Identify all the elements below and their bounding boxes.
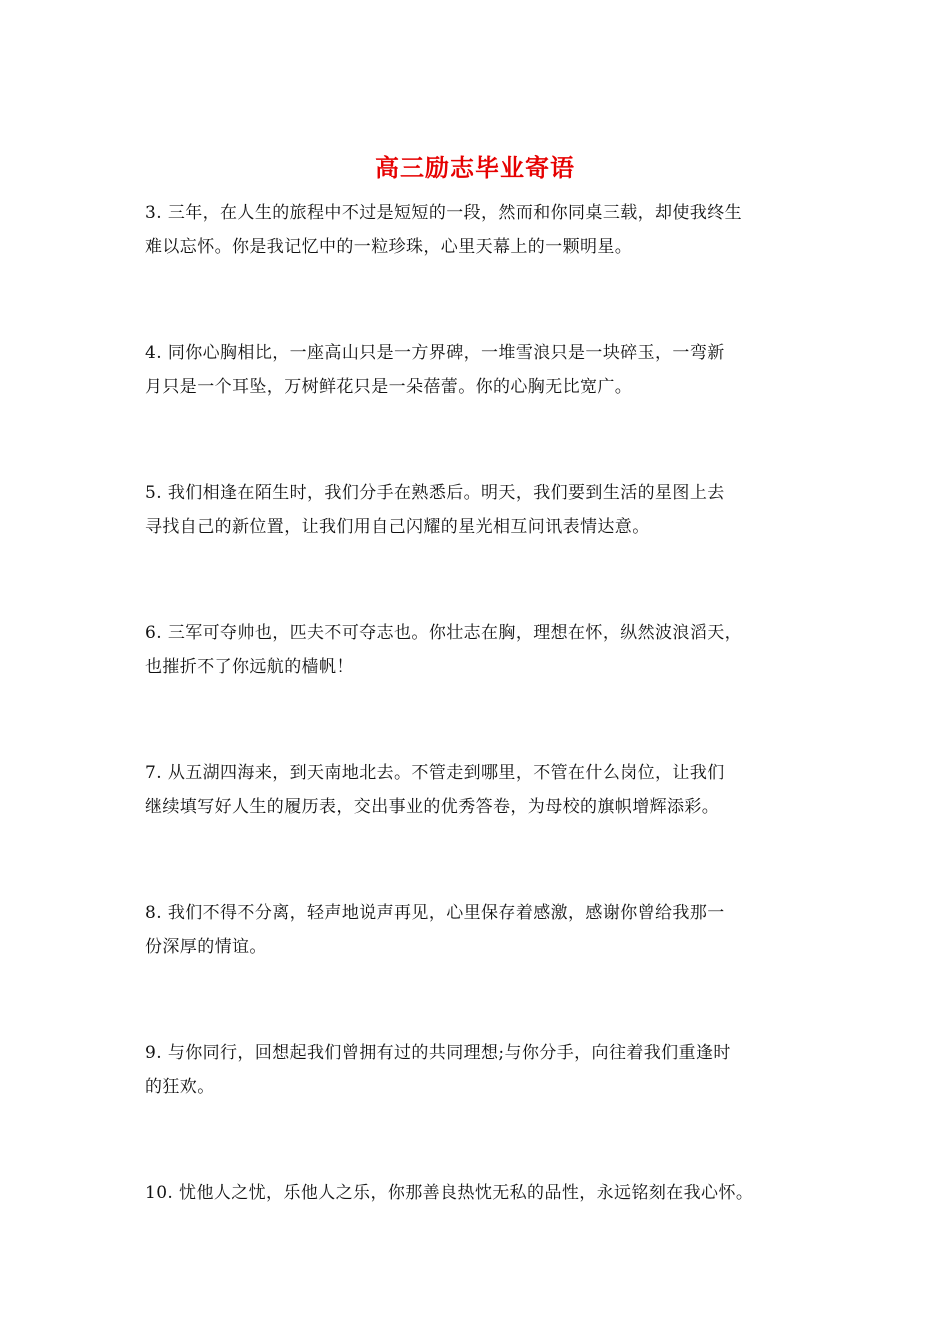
paragraph-line: 9. 与你同行，回想起我们曾拥有过的共同理想;与你分手，向往着我们重逢时 [145, 1043, 731, 1063]
paragraph-3 [145, 196, 835, 264]
paragraph-line: 的狂欢。 [145, 1077, 215, 1097]
paragraph-8 [145, 896, 835, 964]
paragraph-6 [145, 616, 835, 684]
paragraph-line: 月只是一个耳坠，万树鲜花只是一朵蓓蕾。你的心胸无比宽广。 [145, 377, 633, 397]
paragraph-line: 3. 三年，在人生的旅程中不过是短短的一段，然而和你同桌三载，却使我终生 [145, 203, 743, 223]
paragraph-line: 5. 我们相逢在陌生时，我们分手在熟悉后。明天，我们要到生活的星图上去 [145, 483, 725, 503]
paragraph-9 [145, 1036, 835, 1104]
paragraph-line: 也摧折不了你远航的樯帆！ [145, 657, 354, 677]
paragraph-line: 8. 我们不得不分离，轻声地说声再见，心里保存着感激，感谢你曾给我那一 [145, 903, 725, 923]
paragraph-line: 7. 从五湖四海来，到天南地北去。不管走到哪里，不管在什么岗位，让我们 [145, 763, 725, 783]
paragraph-5 [145, 476, 835, 544]
paragraph-7 [145, 756, 835, 824]
paragraph-line: 寻找自己的新位置，让我们用自己闪耀的星光相互问讯表情达意。 [145, 517, 650, 537]
paragraph-4 [145, 336, 835, 404]
paragraph-line: 继续填写好人生的履历表，交出事业的优秀答卷，为母校的旗帜增辉添彩。 [145, 797, 720, 817]
paragraph-line: 难以忘怀。你是我记忆中的一粒珍珠，心里天幕上的一颗明星。 [145, 237, 633, 257]
paragraph-10 [145, 1176, 835, 1210]
paragraph-line: 4. 同你心胸相比，一座高山只是一方界碑，一堆雪浪只是一块碎玉，一弯新 [145, 343, 725, 363]
paragraph-line: 6. 三军可夺帅也，匹夫不可夺志也。你壮志在胸，理想在怀，纵然波浪滔天， [145, 623, 743, 643]
paragraph-line: 10. 忧他人之忧，乐他人之乐，你那善良热忱无私的品性，永远铭刻在我心怀。 [145, 1183, 754, 1203]
paragraph-line: 份深厚的情谊。 [145, 937, 267, 957]
document-title: 高三励志毕业寄语 [375, 153, 575, 182]
